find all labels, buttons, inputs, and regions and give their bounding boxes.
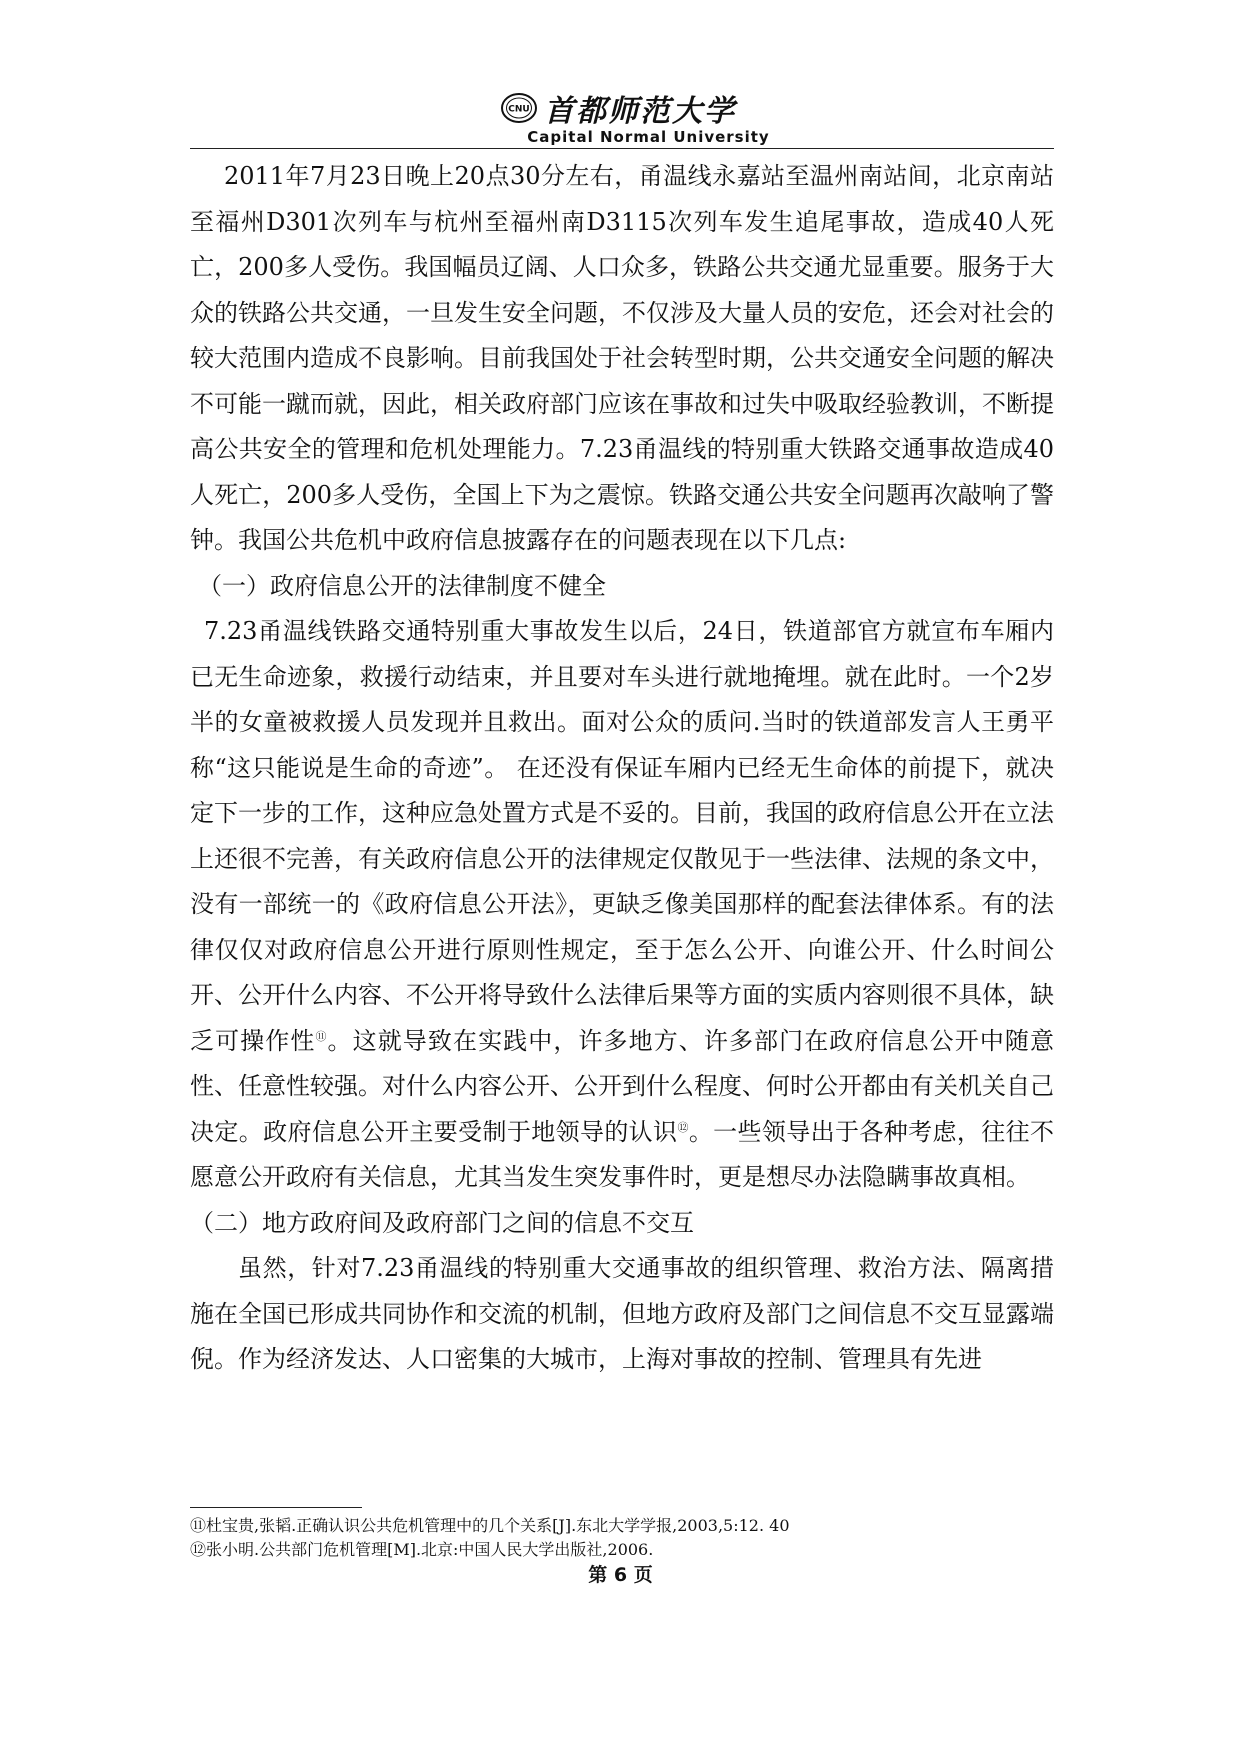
header-divider xyxy=(190,148,1054,149)
university-name-en: Capital Normal University xyxy=(527,128,770,146)
footnote-ref-12[interactable]: ⑫ xyxy=(677,1120,689,1134)
paragraph-intro: 2011年7月23日晚上20点30分左右，甬温线永嘉站至温州南站间，北京南站至福州D301次列车与杭州至福州南D3115次列车发生追尾事故，造成40人死亡，200多人受伤。我国幅员辽阔、人口众多，铁路公共交通尤显重要。服务于大众的铁路公共交通，一旦发生安全问题，不仅涉及大量人员的安危，还会对社会的较大范围内造成不良影响。目前我国处于社会转型时期，公共交通安全问题的解决不可能一蹴而就，因此，相关政府部门应该在事故和过失中吸取经验教训，不断提高公共安全的管理和危机处理能力。7.23甬温线的特别重大铁路交通事故造成40人死亡，200多人受伤，全国上下为之震惊。铁路交通公共安全问题再次敲响了警钟。我国公共危机中政府信息披露存在的问题表现在以下几点: xyxy=(190,162,1054,554)
footnote-ref-11[interactable]: ⑪ xyxy=(315,1029,328,1043)
paragraph-section-1 xyxy=(190,609,1054,1201)
paragraph-section-2: 虽然，针对7.23甬温线的特别重大交通事故的组织管理、救治方法、隔离措施在全国已形成共同协作和交流的机制，但地方政府及部门之间信息不交互显露端倪。作为经济发达、人口密集的大城市，上海对事故的控制、管理具有先进 xyxy=(190,1254,1054,1373)
university-name-cn: 首都师范大学 xyxy=(544,94,736,129)
page-number: 第 6 页 xyxy=(588,1564,653,1586)
page-header xyxy=(0,88,1241,148)
footnotes xyxy=(190,1514,1054,1562)
main-text xyxy=(190,154,1054,1383)
footnote-divider xyxy=(190,1507,362,1508)
university-seal-icon xyxy=(500,92,538,124)
section-heading-2: （二）地方政府间及政府部门之间的信息不交互 xyxy=(190,1208,694,1237)
university-logo xyxy=(500,88,736,128)
paragraph-text: 。这就导致在实践中，许多地方、许多部门在政府信息公开中随意性、任意性较强。对什么内容公开、公开到什么程度、何时公开都由有关机关自己决定。政府信息公开主要受制于地领导的认识 xyxy=(190,1026,1055,1146)
svg-text:CNU: CNU xyxy=(508,104,530,115)
footnote-11: ⑪杜宝贵,张韬.正确认识公共危机管理中的几个关系[J].东北大学学报,2003,5:12. 40 xyxy=(190,1516,790,1535)
section-heading-1: （一）政府信息公开的法律制度不健全 xyxy=(198,571,606,600)
paragraph-text: 7.23甬温线铁路交通特别重大事故发生以后，24日，铁道部官方就宣布车厢内已无生命迹象，救援行动结束，并且要对车头进行就地掩埋。就在此时。一个2岁半的女童被救援人员发现并且救出。面对公众的质问.当时的铁道部发言人王勇平称“这只能说是生命的奇迹”。 在还没有保证车厢内已经无生命体的前提下，就决定下一步的工作，这种应急处置方式是不妥的。目前，我国的政府信息公开在立法上还很不完善，有关政府信息公开的法律规定仅散见于一些法律、法规的条文中，没有一部统一的《政府信息公开法》，更缺乏像美国那样的配套法律体系。有的法律仅仅对政府信息公开进行原则性规定，至于怎么公开、向谁公开、什么时间公开、公开什么内容、不公开将导致什么法律后果等方面的实质内容则很不具体，缺乏可操作性 xyxy=(190,617,1054,1055)
footnote-12: ⑫张小明.公共部门危机管理[M].北京:中国人民大学出版社,2006. xyxy=(190,1540,654,1559)
paragraph-text: 。一些领导出于各种考虑，往往不愿意公开政府有关信息，尤其当发生突发事件时，更是想尽办法隐瞒事故真相。 xyxy=(190,1117,1055,1191)
